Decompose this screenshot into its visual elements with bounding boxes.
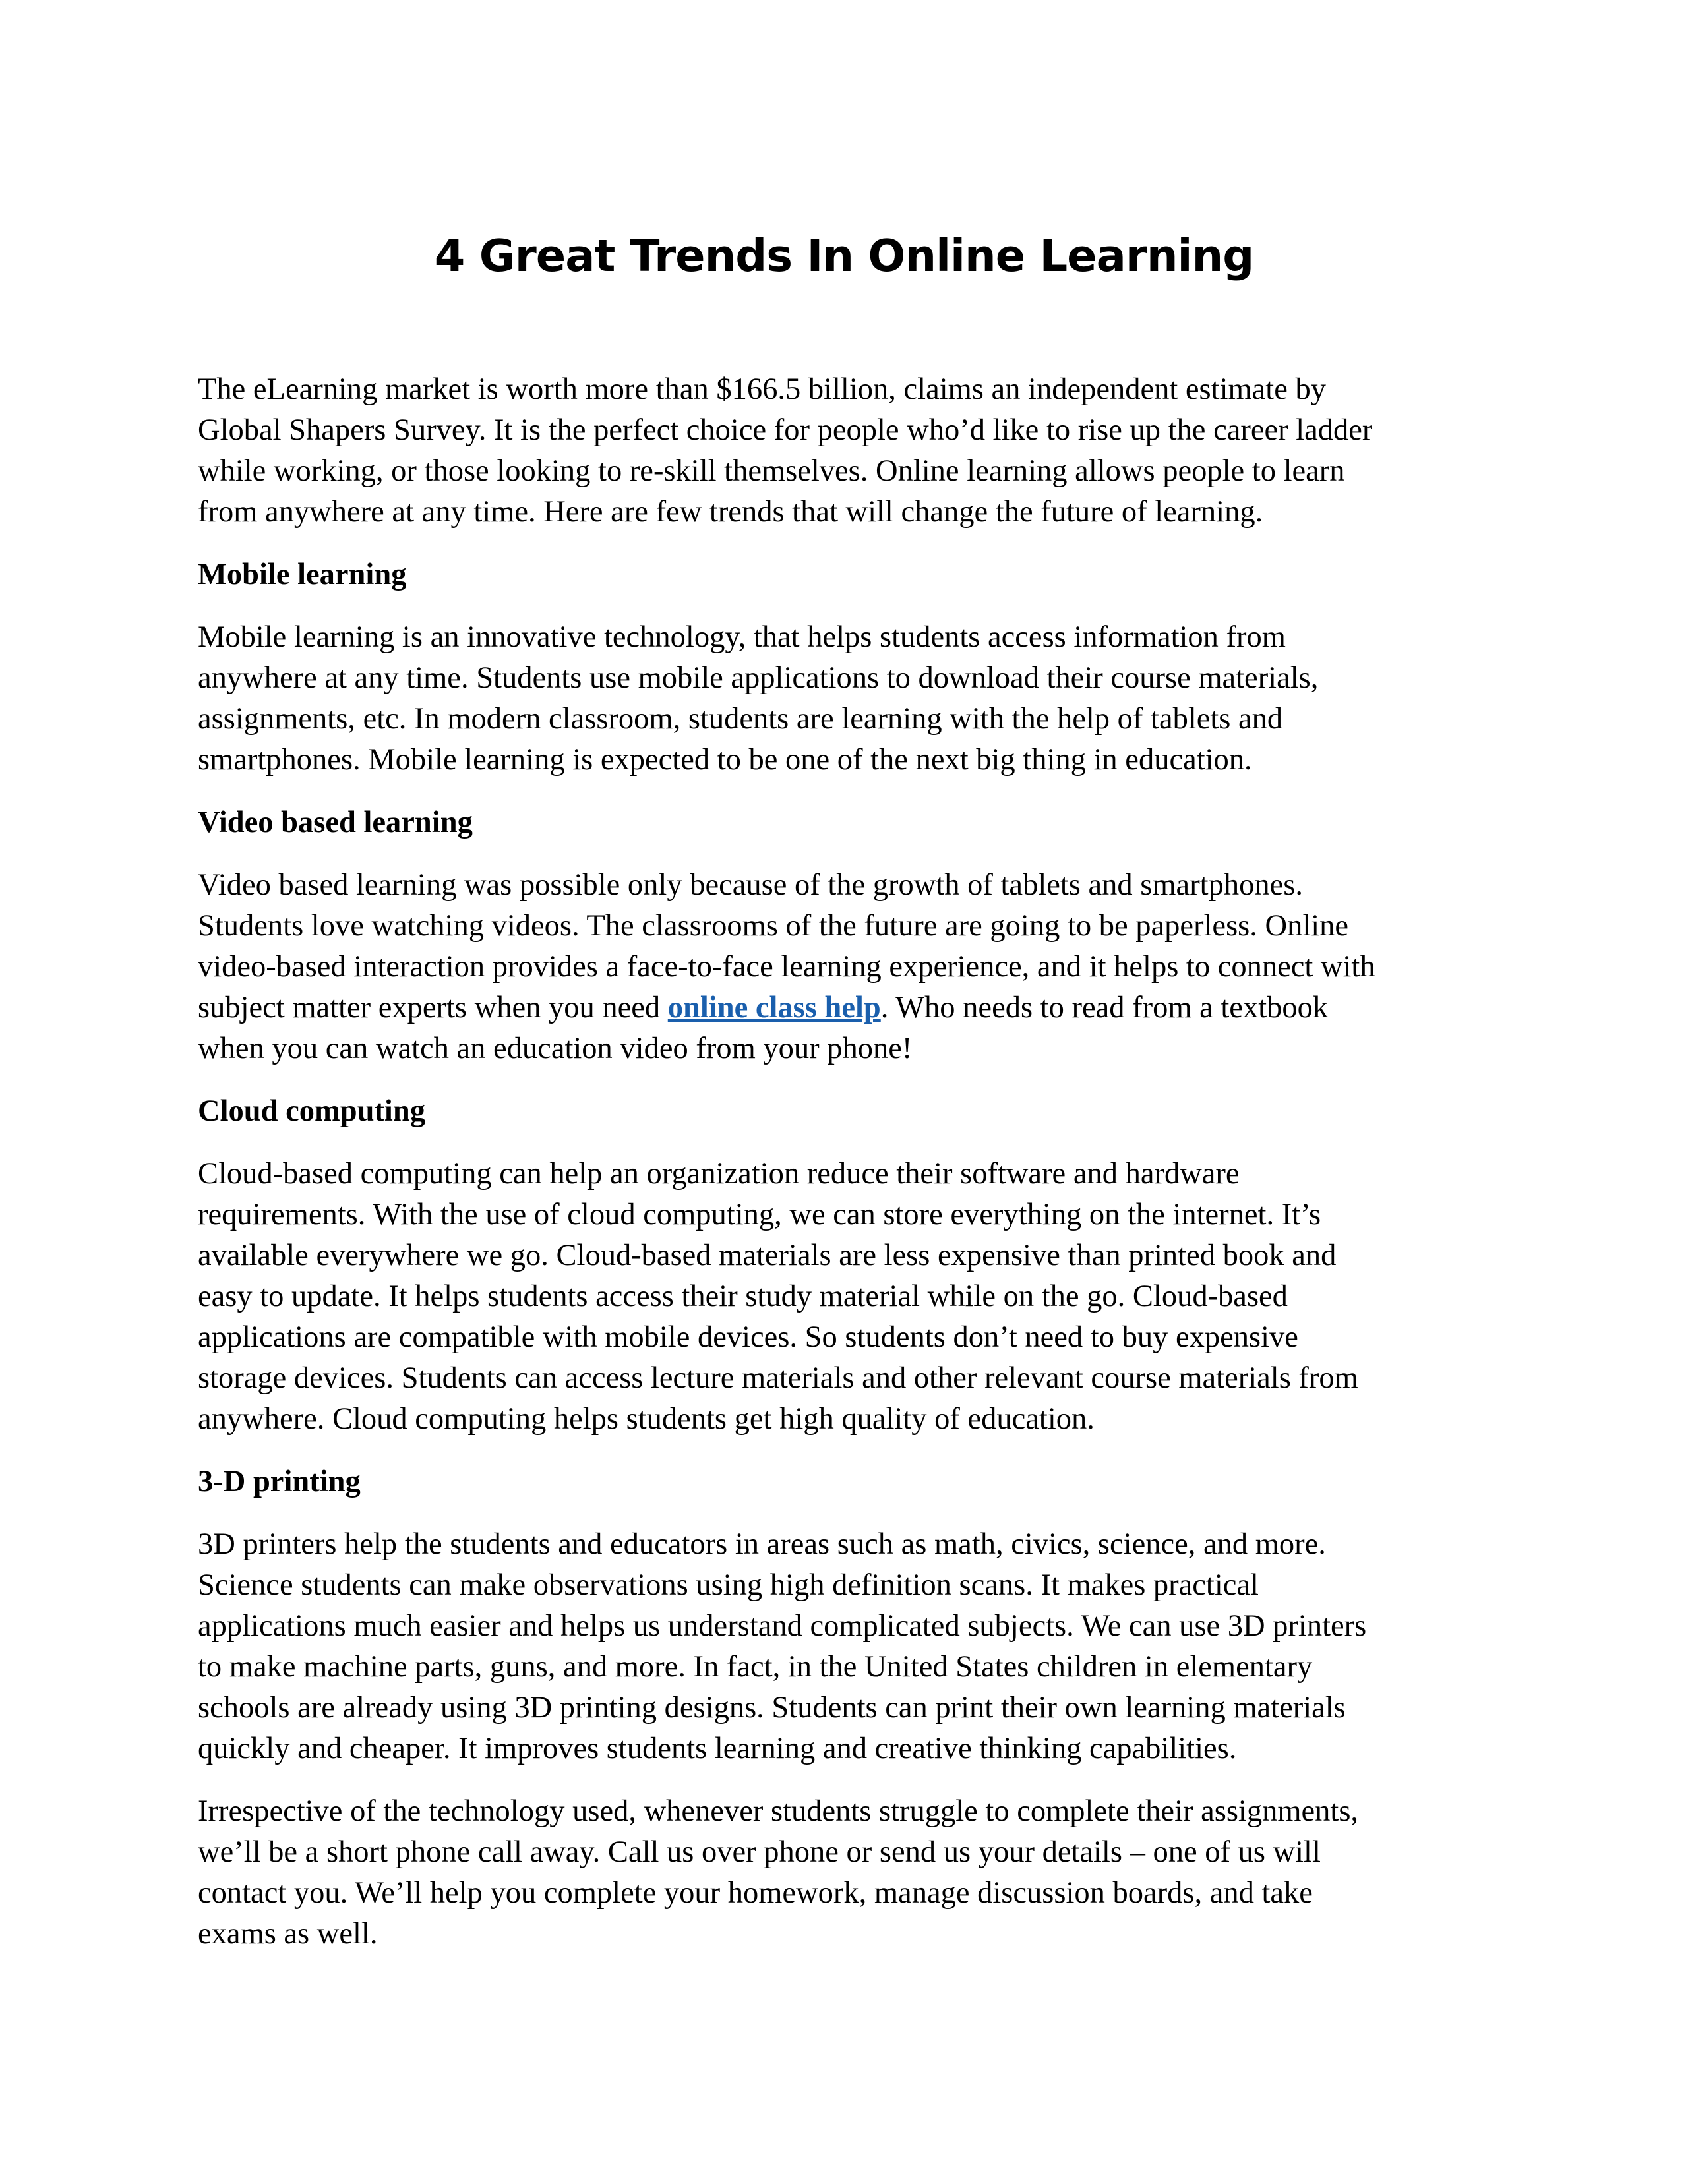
- text-line: 3D printers help the students and educators in areas such as math, civics, science, and more.: [198, 1527, 1326, 1561]
- text-line: subject matter experts when you need: [198, 991, 668, 1024]
- text-line: . Who needs to read from a textbook: [880, 991, 1329, 1024]
- text-line: The eLearning market is worth more than $166.5 billion, claims an independent estimate by: [198, 372, 1326, 406]
- text-line: Video based learning was possible only because of the growth of tablets and smartphones.: [198, 868, 1303, 902]
- text-line: while working, or those looking to re-skill themselves. Online learning allows people to learn: [198, 454, 1345, 488]
- text-line: when you can watch an education video from your phone!: [198, 1032, 913, 1065]
- text-line: applications are compatible with mobile devices. So students don’t need to buy expensive: [198, 1320, 1298, 1354]
- text-line: we’ll be a short phone call away. Call us over phone or send us your details – one of us will: [198, 1835, 1321, 1869]
- closing-paragraph: [198, 1791, 1490, 1955]
- document-title: 4 Great Trends In Online Learning: [434, 230, 1254, 281]
- intro-paragraph: [198, 369, 1490, 533]
- text-line: schools are already using 3D printing designs. Students can print their own learning materials: [198, 1691, 1346, 1725]
- text-line: smartphones. Mobile learning is expected to be one of the next big thing in education.: [198, 743, 1252, 777]
- text-line: Global Shapers Survey. It is the perfect choice for people who’d like to rise up the career ladder: [198, 413, 1373, 447]
- section-heading-cloud-computing: Cloud computing: [198, 1094, 425, 1128]
- section-paragraph-video-based-learning: [198, 865, 1490, 1069]
- text-line: Cloud-based computing can help an organization reduce their software and hardware: [198, 1157, 1240, 1191]
- section-paragraph-cloud-computing: [198, 1154, 1490, 1440]
- text-line: quickly and cheaper. It improves students learning and creative thinking capabilities.: [198, 1732, 1237, 1765]
- text-line: Students love watching videos. The classrooms of the future are going to be paperless. Online: [198, 909, 1349, 943]
- text-line: contact you. We’ll help you complete your homework, manage discussion boards, and take: [198, 1876, 1313, 1910]
- text-line: applications much easier and helps us understand complicated subjects. We can use 3D printers: [198, 1609, 1367, 1643]
- text-line: video-based interaction provides a face-to-face learning experience, and it helps to connect with: [198, 950, 1375, 984]
- text-line: anywhere at any time. Students use mobile applications to download their course materials,: [198, 661, 1319, 695]
- section-paragraph-mobile-learning: [198, 617, 1490, 781]
- text-line: Mobile learning is an innovative technology, that helps students access information from: [198, 620, 1286, 654]
- text-line: anywhere. Cloud computing helps students get high quality of education.: [198, 1402, 1095, 1436]
- text-line: storage devices. Students can access lecture materials and other relevant course materials from: [198, 1361, 1358, 1395]
- text-line: Science students can make observations using high definition scans. It makes practical: [198, 1568, 1259, 1602]
- section-heading-video-based-learning: Video based learning: [198, 806, 473, 839]
- online-class-help-link[interactable]: online class help: [667, 991, 881, 1024]
- section-paragraph-3d-printing: [198, 1524, 1490, 1769]
- text-line: requirements. With the use of cloud computing, we can store everything on the internet. It’s: [198, 1198, 1321, 1231]
- text-line: assignments, etc. In modern classroom, students are learning with the help of tablets and: [198, 702, 1283, 736]
- text-line: easy to update. It helps students access their study material while on the go. Cloud-based: [198, 1280, 1288, 1313]
- document-page: [198, 0, 1490, 2184]
- section-heading-mobile-learning: Mobile learning: [198, 558, 407, 591]
- text-line: Irrespective of the technology used, whenever students struggle to complete their assignments,: [198, 1794, 1359, 1828]
- text-line: to make machine parts, guns, and more. In fact, in the United States children in elementary: [198, 1650, 1313, 1684]
- text-line: available everywhere we go. Cloud-based materials are less expensive than printed book and: [198, 1239, 1337, 1272]
- text-line: exams as well.: [198, 1917, 378, 1951]
- text-line: from anywhere at any time. Here are few trends that will change the future of learning.: [198, 495, 1263, 529]
- section-heading-3d-printing: 3-D printing: [198, 1465, 361, 1498]
- document-body: [198, 369, 1490, 1976]
